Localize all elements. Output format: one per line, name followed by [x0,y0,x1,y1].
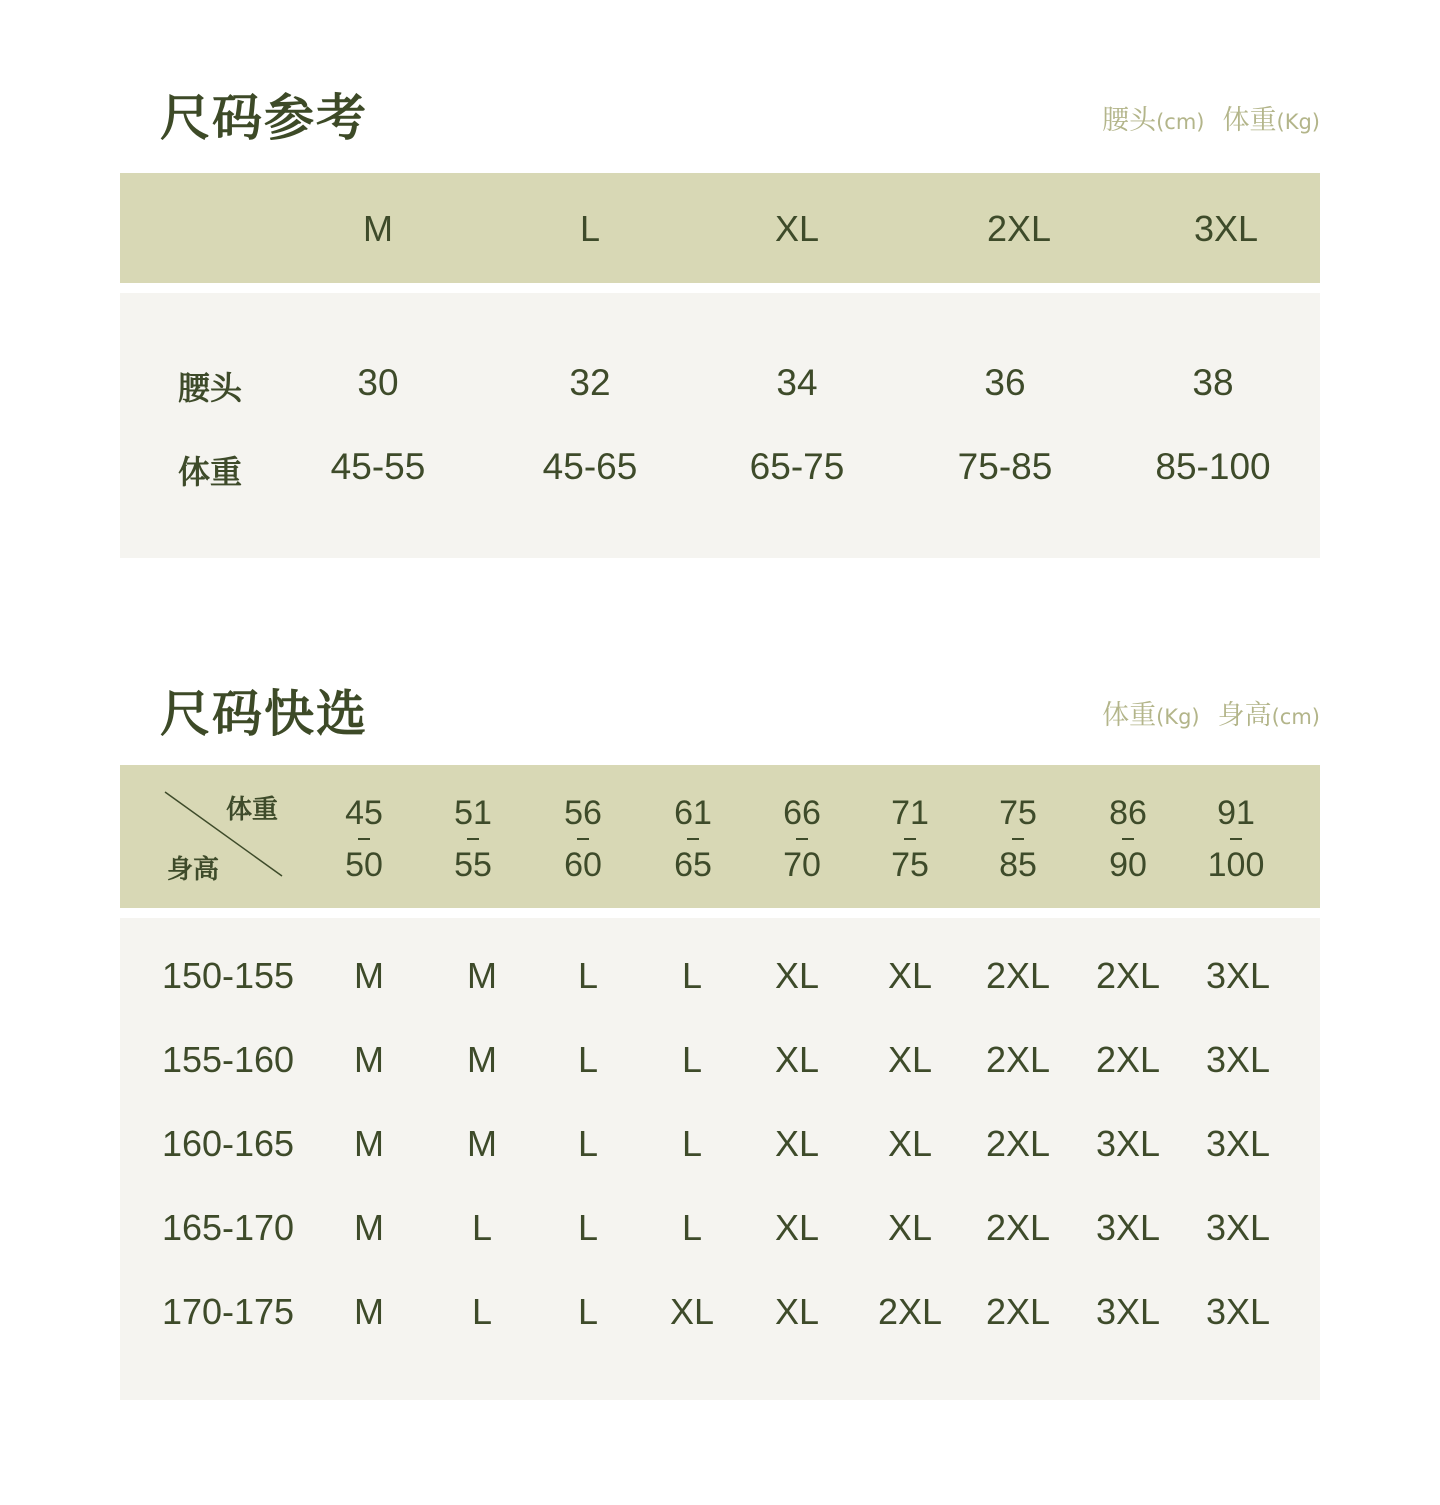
size-recommendation: 2XL [1095,1039,1161,1080]
weight-range-start: 86 [1109,794,1147,832]
weight-range-start: 56 [564,794,602,832]
weight-value: 75-85 [957,446,1053,487]
weight-range-end: 85 [999,846,1037,884]
size-recommendation: M [467,1039,497,1080]
size-recommendation: L [577,955,599,996]
size-recommendation: XL [774,1207,820,1248]
size-recommendation: 2XL [985,1291,1051,1332]
weight-value: 85-100 [1155,446,1271,487]
waist-value: 30 [357,362,399,403]
size-recommendation: M [467,955,497,996]
size-recommendation: XL [774,955,820,996]
weight-range-start: 71 [891,794,929,832]
size-recommendation: 3XL [1095,1207,1161,1248]
weight-range-start: 66 [783,794,821,832]
size-recommendation: 2XL [985,1207,1051,1248]
weight-range-end: 100 [1207,846,1265,884]
unit-weight-unit: (Kg) [1276,110,1320,134]
reference-units [1102,98,1320,137]
weight-range-end: 90 [1109,846,1147,884]
weight-range-dash [577,838,589,840]
size-recommendation: L [681,955,703,996]
size-recommendation: XL [887,1207,933,1248]
height-range-label: 170-175 [161,1291,295,1332]
size-header-l: L [579,208,601,249]
weight-range-end: 60 [564,846,602,884]
size-header-2xl: 2XL [986,208,1052,249]
size-recommendation: L [681,1207,703,1248]
waist-value: 32 [569,362,611,403]
unit-waist-unit: (cm) [1156,110,1205,134]
size-recommendation: L [577,1291,599,1332]
size-recommendation: 2XL [1095,955,1161,996]
quick-units [1102,693,1320,732]
weight-range-dash [358,838,370,840]
size-recommendation: XL [887,955,933,996]
weight-range-dash [687,838,699,840]
size-recommendation: M [354,955,384,996]
waist-value: 36 [984,362,1026,403]
size-recommendation: 2XL [985,1039,1051,1080]
size-recommendation: L [471,1291,493,1332]
quick-header-band [120,765,1320,908]
weight-range-dash [1122,838,1134,840]
size-recommendation: 3XL [1095,1291,1161,1332]
unit-height-label: 身高 [1217,700,1272,731]
reference-title: 尺码参考 [160,89,368,147]
size-recommendation: M [354,1123,384,1164]
size-recommendation: 2XL [877,1291,943,1332]
size-recommendation: 3XL [1095,1123,1161,1164]
size-recommendation: XL [887,1039,933,1080]
row-label-waist: 腰头 [177,369,243,407]
size-recommendation: 3XL [1205,1291,1271,1332]
weight-range-dash [467,838,479,840]
size-recommendation: M [354,1207,384,1248]
size-recommendation: L [577,1123,599,1164]
size-recommendation: 2XL [985,955,1051,996]
weight-range-end: 65 [674,846,712,884]
height-range-label: 150-155 [161,955,295,996]
height-range-label: 160-165 [161,1123,295,1164]
size-recommendation: M [467,1123,497,1164]
weight-range-end: 75 [891,846,929,884]
corner-label-height: 身高 [167,855,220,885]
height-range-label: 155-160 [161,1039,295,1080]
size-recommendation: XL [774,1291,820,1332]
size-recommendation: L [471,1207,493,1248]
weight-range-start: 91 [1217,794,1255,832]
unit-weight-label: 体重 [1102,700,1157,731]
size-recommendation: XL [887,1123,933,1164]
weight-value: 65-75 [749,446,845,487]
size-recommendation: L [577,1039,599,1080]
reference-header-band [120,173,1320,283]
quick-title: 尺码快选 [160,685,368,743]
size-header-m: M [363,208,393,249]
size-recommendation: XL [669,1291,715,1332]
size-recommendation: 2XL [985,1123,1051,1164]
weight-range-end: 55 [454,846,492,884]
weight-value: 45-55 [330,446,426,487]
unit-weight-unit: (Kg) [1156,705,1200,729]
unit-waist-label: 腰头 [1102,105,1157,136]
size-recommendation: L [681,1039,703,1080]
weight-range-end: 50 [345,846,383,884]
weight-range-dash [904,838,916,840]
height-range-label: 165-170 [161,1207,295,1248]
weight-range-start: 75 [999,794,1037,832]
size-recommendation: 3XL [1205,955,1271,996]
size-header-3xl: 3XL [1193,208,1259,249]
size-recommendation: M [354,1291,384,1332]
weight-range-end: 70 [783,846,821,884]
size-recommendation: XL [774,1039,820,1080]
waist-value: 38 [1192,362,1234,403]
unit-weight-label: 体重 [1222,105,1277,136]
weight-range-start: 51 [454,794,492,832]
size-recommendation: L [681,1123,703,1164]
size-recommendation: M [354,1039,384,1080]
size-recommendation: 3XL [1205,1039,1271,1080]
reference-body-band [120,293,1320,558]
size-header-xl: XL [774,208,820,249]
weight-range-dash [1012,838,1024,840]
size-recommendation: L [577,1207,599,1248]
size-recommendation: XL [774,1123,820,1164]
size-recommendation: 3XL [1205,1207,1271,1248]
weight-range-start: 61 [674,794,712,832]
size-recommendation: 3XL [1205,1123,1271,1164]
corner-label-weight: 体重 [226,795,279,825]
weight-range-start: 45 [345,794,383,832]
row-label-weight: 体重 [177,453,243,491]
waist-value: 34 [776,362,818,403]
weight-value: 45-65 [542,446,638,487]
unit-height-unit: (cm) [1271,705,1320,729]
weight-range-dash [796,838,808,840]
weight-range-dash [1230,838,1242,840]
